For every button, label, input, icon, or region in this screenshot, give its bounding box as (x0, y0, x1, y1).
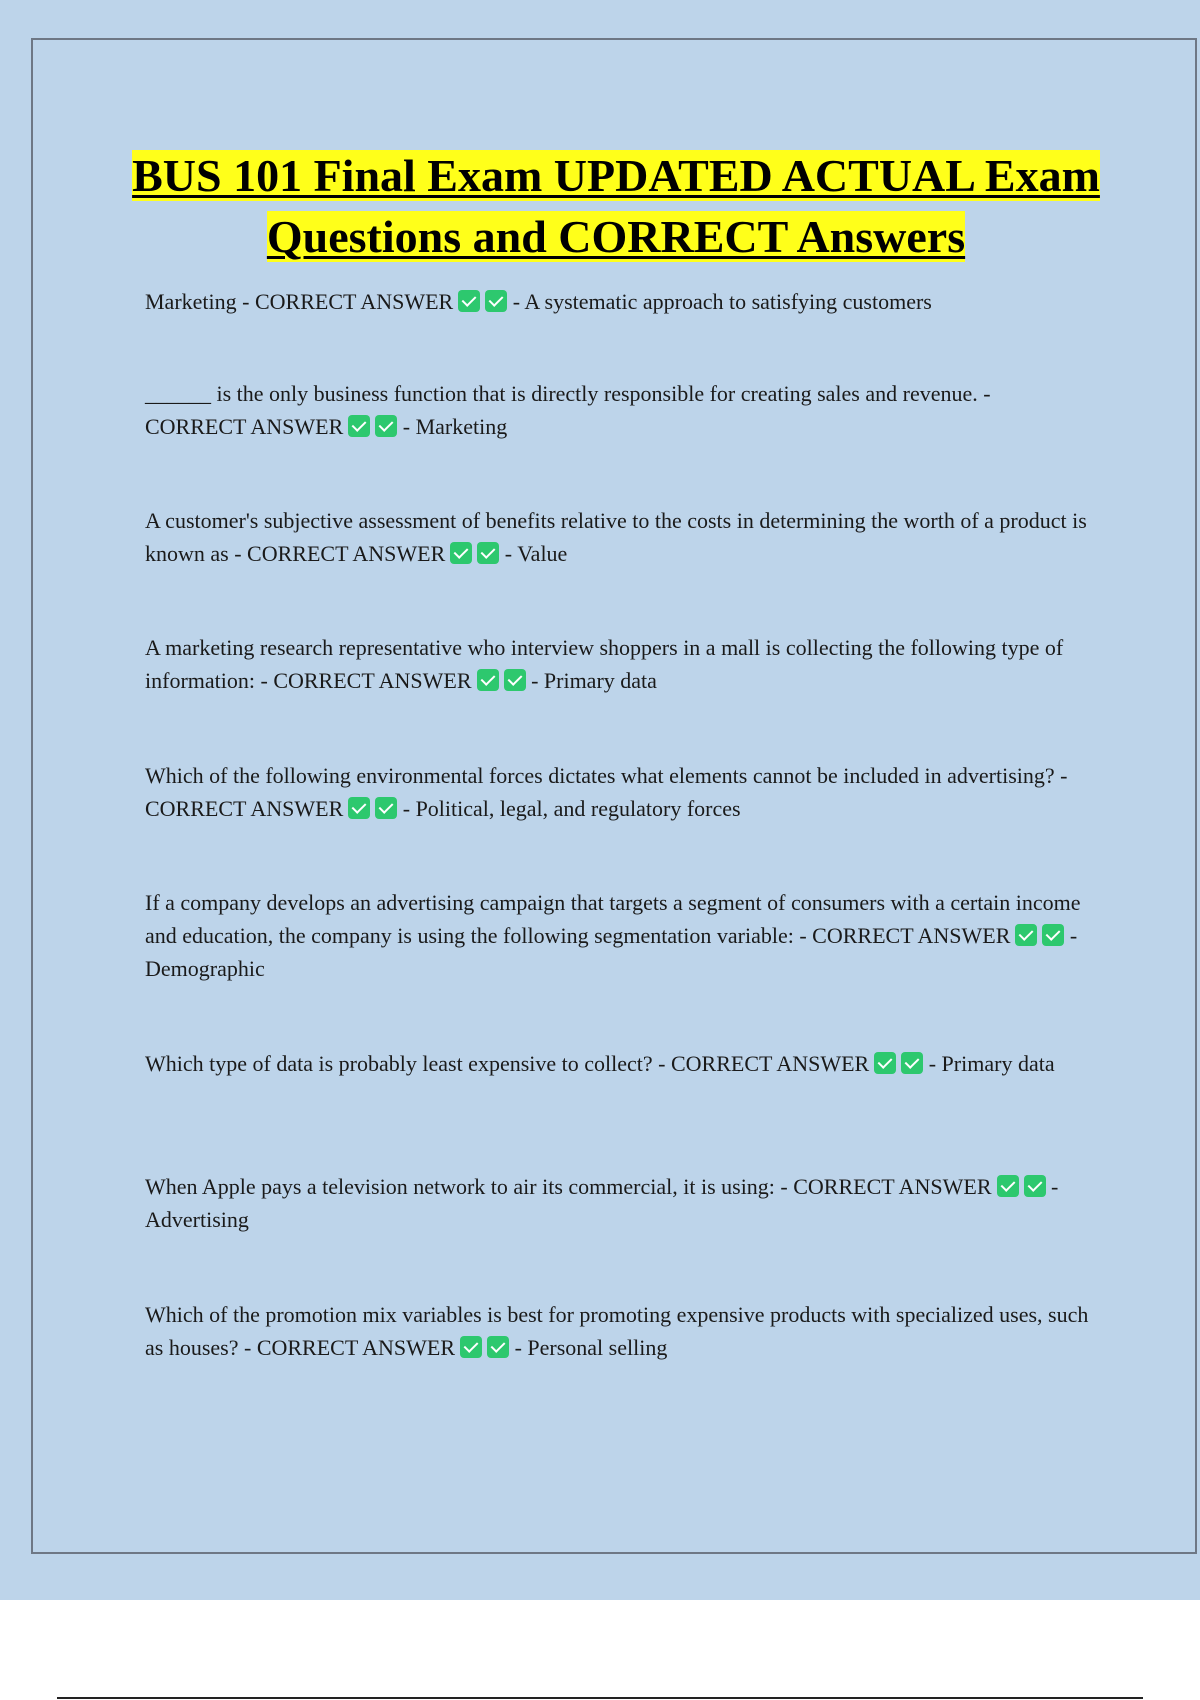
check-box-icon (460, 1336, 482, 1358)
answer-text: - Primary data (525, 668, 657, 693)
answer-text: - Advertising (145, 1174, 1059, 1232)
answer-marker: CORRECT ANSWER (812, 923, 1011, 948)
footer-divider (57, 1697, 1143, 1699)
check-box-icon (348, 797, 370, 819)
answer-marker: CORRECT ANSWER (254, 289, 454, 314)
qa-item-6 (145, 886, 1095, 985)
answer-text: - A systematic approach to satisfying customers (507, 289, 932, 314)
check-box-icon (375, 415, 397, 437)
question-text: Which of the promotion mix variables is best for promoting expensive products with specialized uses, such as houses? - (145, 1302, 1089, 1360)
question-text: When Apple pays a television network to air its commercial, it is using: - (145, 1174, 794, 1199)
check-box-icon (375, 797, 397, 819)
qa-item-8 (145, 1170, 1095, 1236)
qa-item-7 (145, 1047, 1095, 1080)
check-box-icon (458, 290, 480, 312)
check-box-icon (450, 542, 472, 564)
check-box-icon (487, 1336, 509, 1358)
question-text: Which type of data is probably least expensive to collect? - (145, 1051, 671, 1076)
qa-item-4 (145, 631, 1095, 697)
check-box-icon (477, 669, 499, 691)
answer-text: - Primary data (923, 1051, 1055, 1076)
answer-marker: CORRECT ANSWER (670, 1051, 870, 1076)
answer-marker: CORRECT ANSWER (256, 1335, 456, 1360)
check-box-icon (1024, 1175, 1046, 1197)
answer-marker: CORRECT ANSWER (273, 668, 472, 693)
qa-item-2 (145, 377, 1095, 443)
document-title (60, 145, 1172, 267)
check-box-icon (901, 1052, 923, 1074)
qa-item-9 (145, 1298, 1095, 1364)
answer-text: - Value (499, 541, 568, 566)
answer-text: - Personal selling (509, 1335, 668, 1360)
question-text: Marketing - (145, 289, 255, 314)
answer-text: - Demographic (145, 923, 1078, 981)
check-box-icon (1042, 924, 1064, 946)
question-text: If a company develops an advertising campaign that targets a segment of consumers with a certain income and education, the company is using the following segmentation variable: - (145, 890, 1081, 948)
question-text: ______ is the only business function that is directly responsible for creating sales and revenue. - (145, 381, 991, 406)
qa-item-1 (145, 285, 1095, 318)
check-box-icon (1015, 924, 1037, 946)
document-title-text: BUS 101 Final Exam UPDATED ACTUAL Exam Questions and CORRECT Answers (132, 150, 1100, 262)
check-box-icon (477, 542, 499, 564)
check-box-icon (485, 290, 507, 312)
qa-item-3 (145, 504, 1095, 570)
question-text: Which of the following environmental forces dictates what elements cannot be included in advertising? - (145, 763, 1068, 788)
check-box-icon (348, 415, 370, 437)
check-box-icon (504, 669, 526, 691)
qa-item-5 (145, 759, 1095, 825)
check-box-icon (997, 1175, 1019, 1197)
question-text: A customer's subjective assessment of benefits relative to the costs in determining the worth of a product is known as - (145, 508, 1087, 566)
answer-marker: CORRECT ANSWER (247, 541, 446, 566)
check-box-icon (874, 1052, 896, 1074)
answer-marker: CORRECT ANSWER (145, 414, 344, 439)
answer-marker: CORRECT ANSWER (793, 1174, 992, 1199)
answer-marker: CORRECT ANSWER (145, 796, 344, 821)
question-text: A marketing research representative who interview shoppers in a mall is collecting the following type of information: - (145, 635, 1064, 693)
answer-text: - Marketing (397, 414, 508, 439)
answer-text: - Political, legal, and regulatory forces (397, 796, 741, 821)
